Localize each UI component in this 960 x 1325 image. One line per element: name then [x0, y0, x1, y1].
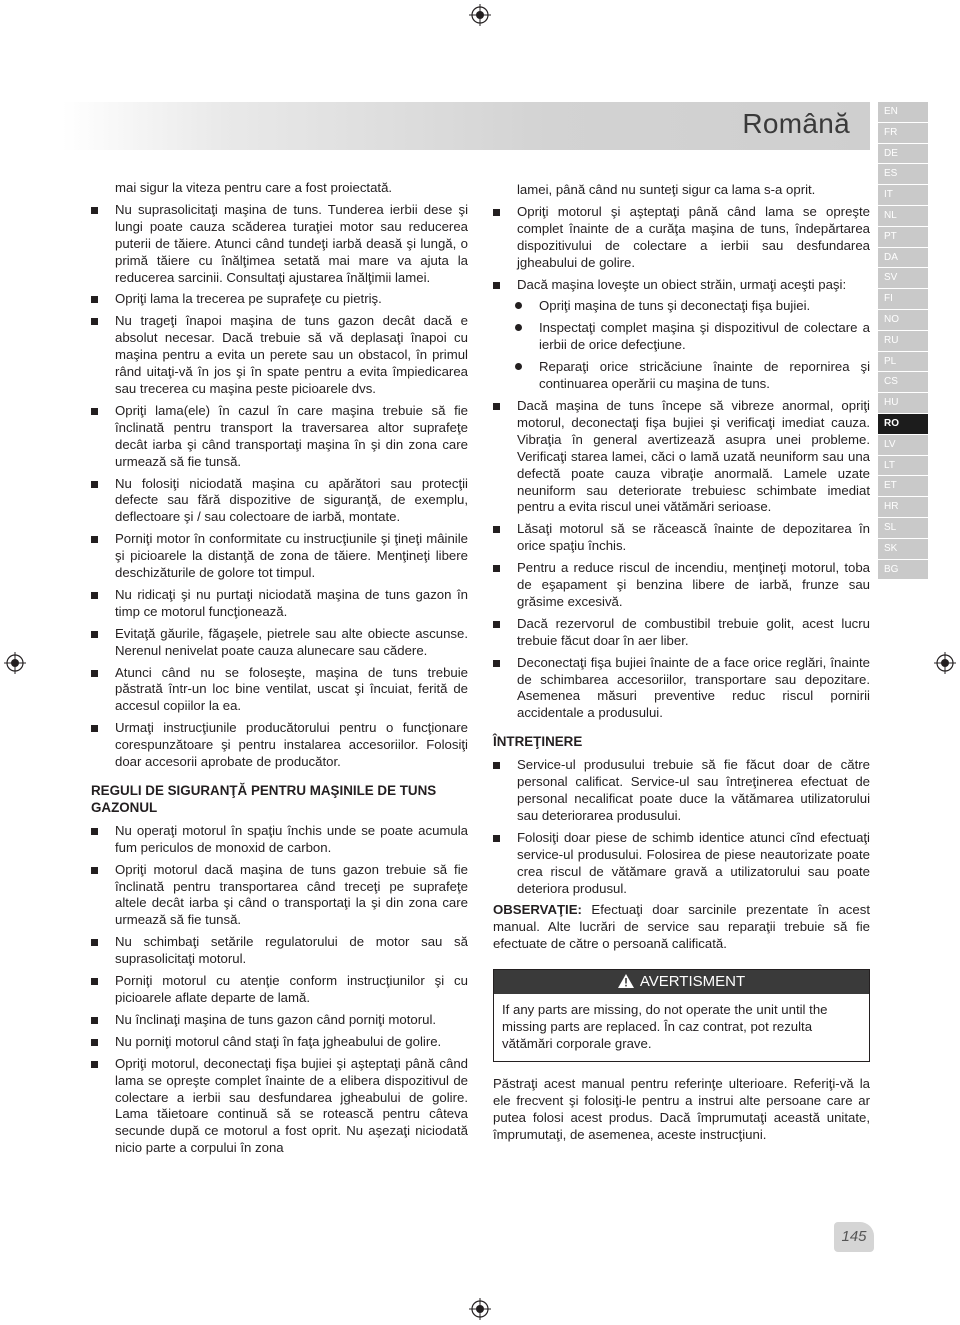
list-item: Nu schimbaţi setările regulatorului de motor sau să suprasolicitaţi motorul.: [91, 934, 468, 968]
lang-tab-lv[interactable]: LV: [878, 435, 928, 456]
list-item: Dacă rezervorul de combustibil trebuie golit, acest lucru trebuie făcut doar în aer liber.: [493, 616, 870, 650]
list-item: Nu ridicaţi şi nu purtaţi niciodată maşina de tuns gazon în timp ce motorul funcţionează.: [91, 587, 468, 621]
lang-tab-sk[interactable]: SK: [878, 539, 928, 560]
continued-text: mai sigur la viteza pentru care a fost proiectată.: [115, 180, 393, 195]
list-item: Opriţi motorul şi aşteptaţi până când lama se opreşte complet înainte de a curăţa maşina de tuns, îndepărtarea dispozitivului de colectare a ierbii sau desfundarea jgheabului de golire.: [493, 204, 870, 272]
list-item: Dacă maşina de tuns începe să vibreze anormal, opriţi motorul, deconectaţi fişa bujiei şi verificaţi imediat cauza. Vibraţia în general avertizează asupra unei probleme. Verificaţi starea lamei, căci o lamă uzată neuniform sau una defectă poate cauza vibraţie anormală. Lamele uzate neuniform sau deteriorate trebuiesc schimbate imediat pentru a evita riscul unei vătămări serioase.: [493, 398, 870, 516]
sub-list-item: Reparaţi orice stricăciune înainte de repornirea şi continuarea operării cu maşina de tuns.: [493, 359, 870, 393]
sub-list-item: Inspectaţi complet maşina şi dispozitivul de colectare a ierbii de orice defecţiune.: [493, 320, 870, 354]
lang-tab-da[interactable]: DA: [878, 248, 928, 269]
left-column: [91, 180, 468, 1162]
header-band: [62, 102, 870, 150]
list-item: Folosiţi doar piese de schimb identice atunci cînd efectuaţi service-ul produsului. Folosirea de piese neautorizate poate crea riscul de vătămare gravă a utilizatorului sau poate deteriora produsul.: [493, 830, 870, 898]
lang-tab-de[interactable]: DE: [878, 144, 928, 165]
sub-list-item: Opriţi maşina de tuns şi deconectaţi fişa bujiei.: [493, 298, 870, 315]
warning-box: [493, 969, 870, 1062]
list-item: Nu înclinaţi maşina de tuns gazon când porniţi motorul.: [91, 1012, 468, 1029]
language-tabs: [878, 102, 928, 580]
lang-tab-et[interactable]: ET: [878, 476, 928, 497]
lang-tab-it[interactable]: IT: [878, 185, 928, 206]
page-number: 145: [834, 1222, 874, 1252]
note-paragraph: [493, 902, 870, 953]
note-text: Efectuaţi doar sarcinile prezentate în acest manual. Alte lucrări de service sau reparaţii trebuie să fie efectuate de către o persoană calificată.: [493, 902, 870, 952]
lang-tab-sv[interactable]: SV: [878, 268, 928, 289]
lang-tab-en[interactable]: EN: [878, 102, 928, 123]
list-item: Pentru a reduce riscul de incendiu, menţineţi motorul, toba de eşapament şi benzina libere de iarbă, frunze sau grăsime excesivă.: [493, 560, 870, 611]
warning-triangle-icon: [618, 972, 634, 996]
list-item: Nu folosiţi niciodată maşina cu apărători sau protecţii defecte sau fără dispozitive de siguranţă, de exemplu, deflectoare şi / sau colectoare de iarbă, montate.: [91, 476, 468, 527]
list-item: Service-ul produsului trebuie să fie făcut doar de către personal calificat. Service-ul sau întreţinerea efectuat de personal necalificat poate duce la vătămarea utilizatorului sau deteriorarea produsului.: [493, 757, 870, 825]
list-item: Lăsaţi motorul să se răcească înainte de depozitarea în orice spaţiu închis.: [493, 521, 870, 555]
registration-mark-top: [469, 4, 491, 26]
section-heading-maintenance: ÎNTREŢINERE: [493, 734, 583, 750]
list-item: Atunci când nu se foloseşte, maşina de tuns trebuie păstrată într-un loc bine ventilat, uscat şi încuiat, ferită de accesul copiilor la ea.: [91, 665, 468, 716]
list-item: Nu porniţi motorul când staţi în faţa jgheabului de golire.: [91, 1034, 468, 1051]
list-item: Opriţi motorul, deconectaţi fişa bujiei şi aşteptaţi până când lama se opreşte complet înainte de a elibera dispozitivul de colectare a ierbii sau desfundarea jgheabului de golire. Lama tăietoare continuă să se rotească pentru câteva secunde după ce motorul a fost oprit. Nu aşezaţi niciodată nicio parte a corpului în zona: [91, 1056, 468, 1157]
warning-header: [494, 970, 869, 994]
list-item: Nu operaţi motorul în spaţiu închis unde se poate acumula fum periculos de monoxid de carbon.: [91, 823, 468, 857]
lang-tab-ru[interactable]: RU: [878, 331, 928, 352]
lang-tab-pt[interactable]: PT: [878, 227, 928, 248]
list-item: Deconectaţi fişa bujiei înainte de a face orice reglări, înainte de schimbarea accesoriilor, transportare sau depozitare. Asemenea măsuri preventive reduc riscul pornirii accidentale a produsului.: [493, 655, 870, 723]
list-item: Opriţi motorul dacă maşina de tuns gazon trebuie să fie înclinată pentru transportarea când treceţi pe suprafeţe altele decât iarba şi când o transportaţi la şi din zona care urmează să fie tunsă.: [91, 862, 468, 930]
section-heading-safety-rules: REGULI DE SIGURANŢĂ PENTRU MAŞINILE DE TUNS GAZONUL: [91, 783, 437, 815]
language-title: Română: [742, 108, 850, 139]
lang-tab-bg[interactable]: BG: [878, 560, 928, 581]
list-item: Nu trageţi înapoi maşina de tuns gazon decât dacă e absolut necesar. Dacă trebuie să vă deplasaţi înapoi cu maşina pentru a evita un perete sau un obstacol, în primul rând uitaţi-vă în jos şi în spate pentru a evita împiedicarea sau trecerea cu maşina peste picioarele dvs.: [91, 313, 468, 398]
lang-tab-es[interactable]: ES: [878, 164, 928, 185]
lang-tab-ro[interactable]: RO: [878, 414, 928, 435]
warning-title: AVERTISMENT: [639, 973, 746, 991]
list-item: Porniţi motorul cu atenţie conform instrucţiunilor şi cu picioarele aflate departe de lamă.: [91, 973, 468, 1007]
registration-mark-right: [934, 652, 956, 674]
list-item: Opriţi lama la trecerea pe suprafeţe cu pietriş.: [91, 291, 468, 308]
lang-tab-lt[interactable]: LT: [878, 456, 928, 477]
lang-tab-sl[interactable]: SL: [878, 518, 928, 539]
lang-tab-hr[interactable]: HR: [878, 497, 928, 518]
lang-tab-pl[interactable]: PL: [878, 352, 928, 373]
registration-mark-left: [4, 652, 26, 674]
continued-text: lamei, până când nu sunteţi sigur ca lama s-a oprit.: [517, 182, 816, 197]
warning-text: If any parts are missing, do not operate the unit until the missing parts are replaced. În caz contrat, pot rezulta vătămări corporale grave.: [502, 1002, 828, 1051]
right-column: [493, 182, 870, 1149]
list-item: Evitaţă găurile, făgaşele, pietrele sau alte obiecte ascunse. Nerenul nenivelat poate cauza alunecare sau cădere.: [91, 626, 468, 660]
list-item: Nu suprasolicitaţi maşina de tuns. Tunderea ierbii dese şi lungi poate cauza scăderea turaţiei motor sau reducerea puterii de tăiere. Atunci când tundeţi iarbă deasă şi lungă, o primă tăiere cu înălţimea setată mai mare va ajuta la reducerea sarcinii. Consultaţi ajustarea înălţimii lamei.: [91, 202, 468, 287]
lang-tab-no[interactable]: NO: [878, 310, 928, 331]
list-item: Dacă maşina loveşte un obiect străin, urmaţi aceşti paşi:: [493, 277, 870, 294]
lang-tab-hu[interactable]: HU: [878, 393, 928, 414]
registration-mark-bottom: [469, 1298, 491, 1320]
list-item: Opriţi lama(ele) în cazul în care maşina trebuie să fie înclinată pentru transport la traversarea altor suprafeţe decât iarba şi când transportaţi maşina în şi din zona care urmează să fie tunsă.: [91, 403, 468, 471]
list-item: Urmaţi instrucţiunile producătorului pentru o funcţionare corespunzătoare şi pentru instalarea accesoriilor. Folosiţi doar accesorii aprobate de producător.: [91, 720, 468, 771]
lang-tab-nl[interactable]: NL: [878, 206, 928, 227]
note-label: OBSERVAŢIE:: [493, 902, 582, 918]
list-item: Porniţi motor în conformitate cu instrucţiunile şi ţineţi mâinile şi picioarele la distanţă de zona de tăiere. Menţineţi libere deschizăturile de golore tot timpul.: [91, 531, 468, 582]
lang-tab-fi[interactable]: FI: [878, 289, 928, 310]
lang-tab-cs[interactable]: CS: [878, 372, 928, 393]
closing-paragraph: Păstraţi acest manual pentru referinţe ulterioare. Referiţi-vă la ele frecvent şi folosiţi-le pentru a instrui alte persoane care ar putea folosi acest produs. Dacă împrumutaţi această unitate, împrumutaţi, de asemenea, aceste instrucţiuni.: [493, 1075, 870, 1142]
lang-tab-fr[interactable]: FR: [878, 123, 928, 144]
